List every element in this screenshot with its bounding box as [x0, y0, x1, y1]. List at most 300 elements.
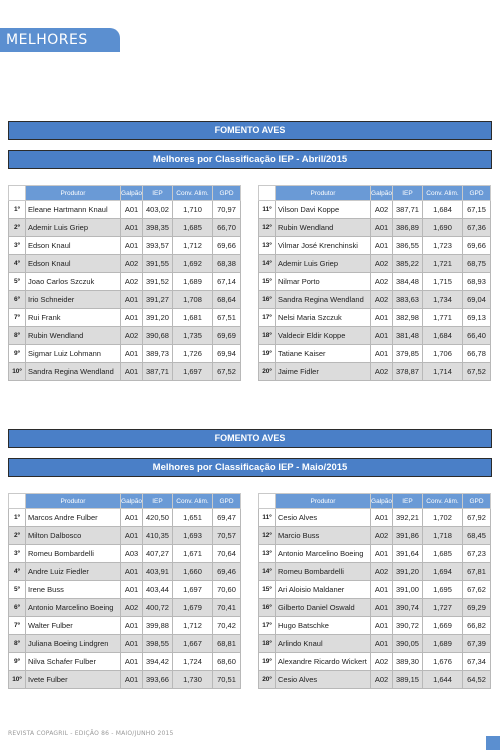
table-row	[9, 527, 241, 545]
produtor-cell: Ademir Luis Griep	[276, 255, 371, 273]
table-row	[9, 309, 241, 327]
galpao-cell: A02	[121, 273, 143, 291]
table-header-row	[259, 494, 491, 509]
rank-cell: 11º	[259, 201, 276, 219]
conv-alim-cell: 1,689	[423, 635, 463, 653]
table-row	[9, 219, 241, 237]
iep-cell: 379,85	[393, 345, 423, 363]
rank-cell: 12º	[259, 219, 276, 237]
gpd-cell: 69,04	[463, 291, 491, 309]
iep-cell: 389,73	[143, 345, 173, 363]
conv-alim-cell: 1,695	[423, 581, 463, 599]
gpd-cell: 67,52	[463, 363, 491, 381]
iep-cell: 381,48	[393, 327, 423, 345]
rank-cell: 14º	[259, 255, 276, 273]
galpao-cell: A01	[121, 653, 143, 671]
ranking-table-right	[258, 185, 491, 381]
section-subtitle: Melhores por Classificação IEP - Abril/2015	[8, 150, 492, 169]
rank-cell: 12º	[259, 527, 276, 545]
conv-alim-cell: 1,681	[173, 309, 213, 327]
conv-alim-cell: 1,730	[173, 671, 213, 689]
col-produtor: Produtor	[276, 186, 371, 201]
produtor-cell: Nilmar Porto	[276, 273, 371, 291]
iep-cell: 390,68	[143, 327, 173, 345]
rank-cell: 9º	[9, 345, 26, 363]
ranking-table-right	[258, 493, 491, 689]
iep-cell: 389,30	[393, 653, 423, 671]
conv-alim-cell: 1,685	[423, 545, 463, 563]
produtor-cell: Alexandre Ricardo Wickert	[276, 653, 371, 671]
gpd-cell: 66,82	[463, 617, 491, 635]
table-row	[259, 581, 491, 599]
galpao-cell: A01	[121, 345, 143, 363]
iep-cell: 403,91	[143, 563, 173, 581]
rank-cell: 10º	[9, 671, 26, 689]
conv-alim-cell: 1,693	[173, 527, 213, 545]
produtor-cell: Irio Schneider	[26, 291, 121, 309]
rank-cell: 8º	[9, 327, 26, 345]
produtor-cell: Marcio Buss	[276, 527, 371, 545]
conv-alim-cell: 1,671	[173, 545, 213, 563]
conv-alim-cell: 1,679	[173, 599, 213, 617]
col-produtor: Produtor	[276, 494, 371, 509]
table-row	[259, 327, 491, 345]
conv-alim-cell: 1,714	[423, 363, 463, 381]
produtor-cell: Edson Knaul	[26, 237, 121, 255]
galpao-cell: A01	[121, 671, 143, 689]
rank-cell: 16º	[259, 291, 276, 309]
iep-cell: 391,00	[393, 581, 423, 599]
rank-cell: 13º	[259, 545, 276, 563]
table-row	[259, 255, 491, 273]
conv-alim-cell: 1,718	[423, 527, 463, 545]
galpao-cell: A02	[121, 255, 143, 273]
conv-alim-cell: 1,708	[173, 291, 213, 309]
gpd-cell: 69,47	[213, 509, 241, 527]
produtor-cell: Edson Knaul	[26, 255, 121, 273]
rank-cell: 4º	[9, 563, 26, 581]
galpao-cell: A01	[121, 527, 143, 545]
col-gpd: GPD	[463, 186, 491, 201]
produtor-cell: Irene Buss	[26, 581, 121, 599]
table-row	[9, 201, 241, 219]
ranking-tables	[8, 185, 492, 376]
produtor-cell: Rui Frank	[26, 309, 121, 327]
gpd-cell: 68,45	[463, 527, 491, 545]
gpd-cell: 68,75	[463, 255, 491, 273]
galpao-cell: A01	[121, 581, 143, 599]
iep-cell: 390,74	[393, 599, 423, 617]
galpao-cell: A02	[121, 327, 143, 345]
produtor-cell: Ari Aloisio Maldaner	[276, 581, 371, 599]
gpd-cell: 69,94	[213, 345, 241, 363]
gpd-cell: 67,52	[213, 363, 241, 381]
col-gpd: GPD	[213, 494, 241, 509]
table-row	[9, 545, 241, 563]
rank-cell: 1º	[9, 201, 26, 219]
produtor-cell: Andre Luiz Fiedler	[26, 563, 121, 581]
conv-alim-cell: 1,715	[423, 273, 463, 291]
conv-alim-cell: 1,721	[423, 255, 463, 273]
table-row	[9, 509, 241, 527]
galpao-cell: A02	[371, 201, 393, 219]
iep-cell: 387,71	[393, 201, 423, 219]
col-galpao: Galpão	[371, 186, 393, 201]
gpd-cell: 68,38	[213, 255, 241, 273]
iep-cell: 391,86	[393, 527, 423, 545]
produtor-cell: Sigmar Luiz Lohmann	[26, 345, 121, 363]
galpao-cell: A01	[121, 563, 143, 581]
gpd-cell: 67,62	[463, 581, 491, 599]
conv-alim-cell: 1,710	[173, 201, 213, 219]
produtor-cell: Cesio Alves	[276, 509, 371, 527]
galpao-cell: A01	[121, 237, 143, 255]
ranking-table-left	[8, 185, 241, 381]
rank-cell: 18º	[259, 635, 276, 653]
rank-cell: 2º	[9, 527, 26, 545]
galpao-cell: A01	[121, 363, 143, 381]
gpd-cell: 68,60	[213, 653, 241, 671]
galpao-cell: A02	[371, 273, 393, 291]
table-row	[259, 617, 491, 635]
produtor-cell: Joao Carlos Szczuk	[26, 273, 121, 291]
iep-cell: 391,55	[143, 255, 173, 273]
iep-cell: 400,72	[143, 599, 173, 617]
gpd-cell: 70,51	[213, 671, 241, 689]
iep-cell: 407,27	[143, 545, 173, 563]
table-row	[259, 599, 491, 617]
rank-cell: 18º	[259, 327, 276, 345]
gpd-cell: 69,69	[213, 327, 241, 345]
gpd-cell: 69,29	[463, 599, 491, 617]
produtor-cell: Marcos Andre Fulber	[26, 509, 121, 527]
conv-alim-cell: 1,651	[173, 509, 213, 527]
gpd-cell: 70,42	[213, 617, 241, 635]
iep-cell: 378,87	[393, 363, 423, 381]
galpao-cell: A02	[371, 563, 393, 581]
conv-alim-cell: 1,689	[173, 273, 213, 291]
produtor-cell: Ivete Fulber	[26, 671, 121, 689]
gpd-cell: 70,60	[213, 581, 241, 599]
table-row	[259, 563, 491, 581]
rank-cell: 16º	[259, 599, 276, 617]
produtor-cell: Sandra Regina Wendland	[276, 291, 371, 309]
rank-cell: 11º	[259, 509, 276, 527]
conv-alim-cell: 1,660	[173, 563, 213, 581]
produtor-cell: Sandra Regina Wendland	[26, 363, 121, 381]
gpd-cell: 67,15	[463, 201, 491, 219]
rank-header	[9, 494, 26, 509]
table-row	[9, 237, 241, 255]
col-conv-alim: Conv. Alim.	[423, 186, 463, 201]
table-row	[259, 527, 491, 545]
iep-cell: 391,20	[143, 309, 173, 327]
col-conv-alim: Conv. Alim.	[423, 494, 463, 509]
conv-alim-cell: 1,667	[173, 635, 213, 653]
conv-alim-cell: 1,712	[173, 617, 213, 635]
galpao-cell: A01	[371, 219, 393, 237]
rank-cell: 5º	[9, 581, 26, 599]
galpao-cell: A02	[371, 255, 393, 273]
rank-cell: 4º	[9, 255, 26, 273]
iep-cell: 390,72	[393, 617, 423, 635]
table-row	[259, 509, 491, 527]
gpd-cell: 69,66	[213, 237, 241, 255]
footer-text: REVISTA COPAGRIL - EDIÇÃO 86 - MAIO/JUNHO 2015	[8, 730, 174, 737]
table-row	[9, 363, 241, 381]
table-row	[9, 273, 241, 291]
rank-cell: 3º	[9, 237, 26, 255]
rank-header	[259, 186, 276, 201]
galpao-cell: A01	[121, 201, 143, 219]
table-row	[9, 291, 241, 309]
conv-alim-cell: 1,734	[423, 291, 463, 309]
galpao-cell: A02	[371, 653, 393, 671]
table-row	[259, 363, 491, 381]
gpd-cell: 67,81	[463, 563, 491, 581]
gpd-cell: 67,51	[213, 309, 241, 327]
rank-cell: 1º	[9, 509, 26, 527]
galpao-cell: A02	[371, 291, 393, 309]
produtor-cell: Jaime Fidler	[276, 363, 371, 381]
col-iep: IEP	[393, 494, 423, 509]
galpao-cell: A01	[371, 545, 393, 563]
table-row	[9, 671, 241, 689]
produtor-cell: Juliana Boeing Lindgren	[26, 635, 121, 653]
conv-alim-cell: 1,676	[423, 653, 463, 671]
conv-alim-cell: 1,724	[173, 653, 213, 671]
rank-cell: 2º	[9, 219, 26, 237]
conv-alim-cell: 1,771	[423, 309, 463, 327]
conv-alim-cell: 1,669	[423, 617, 463, 635]
galpao-cell: A01	[371, 509, 393, 527]
galpao-cell: A01	[121, 635, 143, 653]
table-row	[9, 563, 241, 581]
rank-cell: 14º	[259, 563, 276, 581]
galpao-cell: A01	[121, 509, 143, 527]
rank-cell: 3º	[9, 545, 26, 563]
rank-cell: 13º	[259, 237, 276, 255]
galpao-cell: A02	[371, 527, 393, 545]
galpao-cell: A02	[371, 363, 393, 381]
table-row	[9, 617, 241, 635]
col-produtor: Produtor	[26, 186, 121, 201]
iep-cell: 391,52	[143, 273, 173, 291]
gpd-cell: 70,41	[213, 599, 241, 617]
produtor-cell: Nilva Schafer Fulber	[26, 653, 121, 671]
rank-cell: 20º	[259, 363, 276, 381]
table-row	[259, 545, 491, 563]
conv-alim-cell: 1,697	[173, 363, 213, 381]
section-subtitle: Melhores por Classificação IEP - Maio/2015	[8, 458, 492, 477]
section-april	[8, 121, 492, 376]
table-row	[259, 635, 491, 653]
produtor-cell: Ademir Luis Griep	[26, 219, 121, 237]
galpao-cell: A01	[371, 581, 393, 599]
rank-cell: 19º	[259, 653, 276, 671]
galpao-cell: A01	[371, 617, 393, 635]
ranking-table-left	[8, 493, 241, 689]
conv-alim-cell: 1,684	[423, 201, 463, 219]
galpao-cell: A01	[121, 219, 143, 237]
col-iep: IEP	[143, 186, 173, 201]
conv-alim-cell: 1,726	[173, 345, 213, 363]
iep-cell: 391,27	[143, 291, 173, 309]
col-gpd: GPD	[463, 494, 491, 509]
iep-cell: 394,42	[143, 653, 173, 671]
rank-cell: 17º	[259, 617, 276, 635]
iep-cell: 386,55	[393, 237, 423, 255]
iep-cell: 393,57	[143, 237, 173, 255]
conv-alim-cell: 1,706	[423, 345, 463, 363]
produtor-cell: Antonio Marcelino Boeing	[26, 599, 121, 617]
rank-cell: 6º	[9, 291, 26, 309]
produtor-cell: Vilmar José Krenchinski	[276, 237, 371, 255]
iep-cell: 399,88	[143, 617, 173, 635]
gpd-cell: 67,14	[213, 273, 241, 291]
col-iep: IEP	[143, 494, 173, 509]
iep-cell: 382,98	[393, 309, 423, 327]
produtor-cell: Vilson Davi Koppe	[276, 201, 371, 219]
galpao-cell: A01	[121, 617, 143, 635]
col-galpao: Galpão	[371, 494, 393, 509]
gpd-cell: 68,64	[213, 291, 241, 309]
produtor-cell: Rubin Wendland	[276, 219, 371, 237]
galpao-cell: A02	[121, 599, 143, 617]
table-row	[259, 237, 491, 255]
iep-cell: 410,35	[143, 527, 173, 545]
iep-cell: 390,05	[393, 635, 423, 653]
gpd-cell: 67,39	[463, 635, 491, 653]
produtor-cell: Romeu Bombardelli	[276, 563, 371, 581]
galpao-cell: A02	[371, 671, 393, 689]
corner-accent	[486, 736, 500, 750]
iep-cell: 398,35	[143, 219, 173, 237]
conv-alim-cell: 1,735	[173, 327, 213, 345]
produtor-cell: Tatiane Kaiser	[276, 345, 371, 363]
rank-header	[9, 186, 26, 201]
rank-cell: 20º	[259, 671, 276, 689]
rank-cell: 7º	[9, 617, 26, 635]
rank-cell: 19º	[259, 345, 276, 363]
produtor-cell: Eleane Hartmann Knaul	[26, 201, 121, 219]
galpao-cell: A01	[371, 327, 393, 345]
galpao-cell: A01	[371, 635, 393, 653]
conv-alim-cell: 1,712	[173, 237, 213, 255]
rank-header	[259, 494, 276, 509]
gpd-cell: 68,81	[213, 635, 241, 653]
rank-cell: 15º	[259, 581, 276, 599]
gpd-cell: 67,92	[463, 509, 491, 527]
gpd-cell: 70,97	[213, 201, 241, 219]
section-may	[8, 429, 492, 684]
iep-cell: 391,64	[393, 545, 423, 563]
conv-alim-cell: 1,692	[173, 255, 213, 273]
table-row	[9, 255, 241, 273]
gpd-cell: 68,93	[463, 273, 491, 291]
iep-cell: 386,89	[393, 219, 423, 237]
galpao-cell: A03	[121, 545, 143, 563]
produtor-cell: Gilberto Daniel Oswald	[276, 599, 371, 617]
gpd-cell: 70,57	[213, 527, 241, 545]
ranking-tables	[8, 493, 492, 684]
table-row	[259, 309, 491, 327]
produtor-cell: Romeu Bombardelli	[26, 545, 121, 563]
col-conv-alim: Conv. Alim.	[173, 494, 213, 509]
galpao-cell: A01	[371, 309, 393, 327]
col-produtor: Produtor	[26, 494, 121, 509]
galpao-cell: A01	[371, 237, 393, 255]
table-row	[259, 273, 491, 291]
rank-cell: 10º	[9, 363, 26, 381]
table-header-row	[9, 186, 241, 201]
rank-cell: 17º	[259, 309, 276, 327]
iep-cell: 383,63	[393, 291, 423, 309]
gpd-cell: 67,36	[463, 219, 491, 237]
rank-cell: 5º	[9, 273, 26, 291]
conv-alim-cell: 1,685	[173, 219, 213, 237]
iep-cell: 384,48	[393, 273, 423, 291]
iep-cell: 387,71	[143, 363, 173, 381]
produtor-cell: Rubin Wendland	[26, 327, 121, 345]
conv-alim-cell: 1,702	[423, 509, 463, 527]
produtor-cell: Nelsi Maria Szczuk	[276, 309, 371, 327]
table-row	[9, 653, 241, 671]
produtor-cell: Valdecir Eldir Koppe	[276, 327, 371, 345]
table-row	[259, 201, 491, 219]
table-row	[259, 653, 491, 671]
iep-cell: 398,55	[143, 635, 173, 653]
rank-cell: 15º	[259, 273, 276, 291]
conv-alim-cell: 1,697	[173, 581, 213, 599]
galpao-cell: A01	[371, 345, 393, 363]
galpao-cell: A01	[371, 599, 393, 617]
gpd-cell: 67,23	[463, 545, 491, 563]
gpd-cell: 66,78	[463, 345, 491, 363]
col-galpao: Galpão	[121, 494, 143, 509]
section-tab: MELHORES	[0, 28, 120, 52]
table-row	[9, 327, 241, 345]
conv-alim-cell: 1,723	[423, 237, 463, 255]
produtor-cell: Hugo Batschke	[276, 617, 371, 635]
rank-cell: 9º	[9, 653, 26, 671]
galpao-cell: A01	[121, 291, 143, 309]
iep-cell: 385,22	[393, 255, 423, 273]
conv-alim-cell: 1,644	[423, 671, 463, 689]
gpd-cell: 69,66	[463, 237, 491, 255]
iep-cell: 420,50	[143, 509, 173, 527]
produtor-cell: Walter Fulber	[26, 617, 121, 635]
rank-cell: 8º	[9, 635, 26, 653]
rank-cell: 6º	[9, 599, 26, 617]
table-row	[259, 219, 491, 237]
iep-cell: 392,21	[393, 509, 423, 527]
table-row	[9, 635, 241, 653]
gpd-cell: 66,70	[213, 219, 241, 237]
iep-cell: 391,20	[393, 563, 423, 581]
conv-alim-cell: 1,684	[423, 327, 463, 345]
gpd-cell: 69,13	[463, 309, 491, 327]
galpao-cell: A01	[121, 309, 143, 327]
col-conv-alim: Conv. Alim.	[173, 186, 213, 201]
iep-cell: 403,44	[143, 581, 173, 599]
col-galpao: Galpão	[121, 186, 143, 201]
col-iep: IEP	[393, 186, 423, 201]
iep-cell: 403,02	[143, 201, 173, 219]
iep-cell: 389,15	[393, 671, 423, 689]
conv-alim-cell: 1,694	[423, 563, 463, 581]
produtor-cell: Milton Dalbosco	[26, 527, 121, 545]
